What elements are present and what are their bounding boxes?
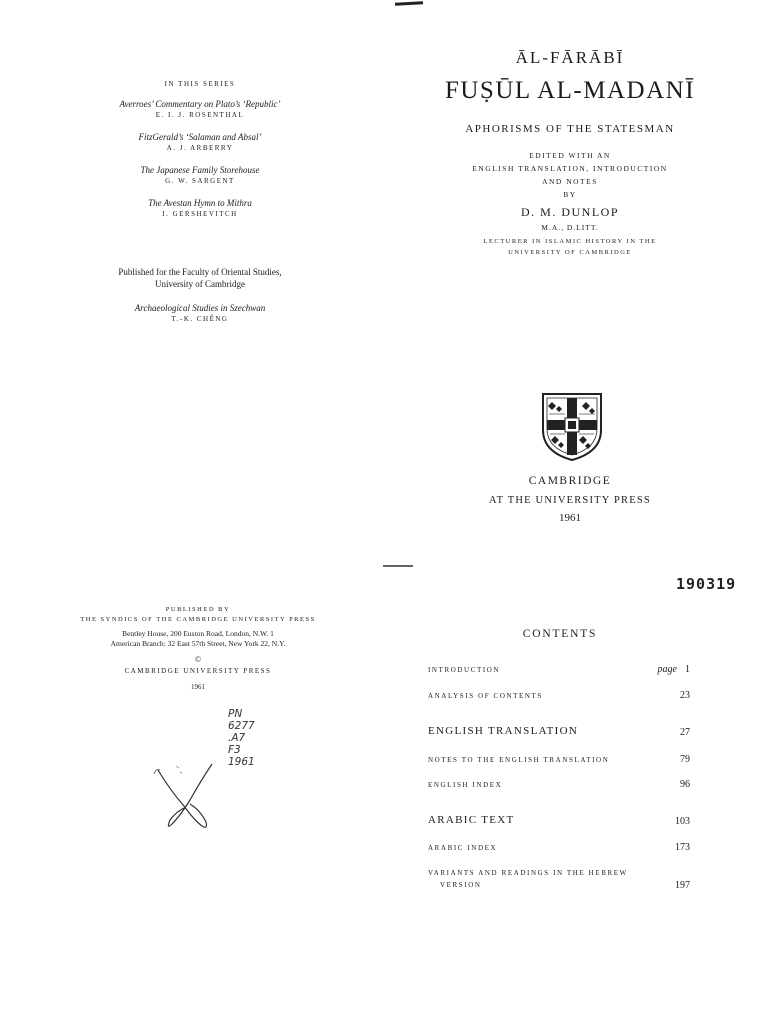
- edited-statement: [400, 149, 740, 201]
- edited-line: EDITED WITH AN: [529, 151, 611, 160]
- series-entry-author: E. I. J. ROSENTHAL: [155, 111, 245, 119]
- toc-item-page: [658, 664, 690, 675]
- publisher-address: [60, 629, 336, 649]
- toc-item-label: ENGLISH TRANSLATION: [428, 725, 579, 737]
- editor-position: [400, 236, 740, 258]
- toc-item-label: ANALYSIS OF CONTENTS: [428, 692, 543, 700]
- position-line: LECTURER IN ISLAMIC HISTORY IN THE: [483, 238, 657, 245]
- published-for-line: University of Cambridge: [155, 279, 245, 289]
- series-entry: [100, 164, 300, 187]
- toc-item-page: 197: [675, 880, 690, 891]
- edited-line: ENGLISH TRANSLATION, INTRODUCTION: [472, 164, 668, 173]
- toc-item[interactable]: [428, 690, 690, 704]
- call-number: [228, 708, 255, 768]
- series-entry-author: T.-K. CHÊNG: [171, 315, 229, 323]
- title-page: [400, 48, 740, 258]
- toc-item[interactable]: [428, 725, 690, 741]
- series-entry: [100, 98, 300, 121]
- toc-item-label: ARABIC TEXT: [428, 814, 515, 826]
- editor-name: D. M. DUNLOP: [520, 205, 619, 219]
- pencil-cross-mark-icon: [150, 760, 230, 832]
- call-number-line: F3: [228, 744, 241, 756]
- published-for-note: [100, 266, 300, 290]
- copyright-symbol: ©: [194, 655, 202, 664]
- toc-item[interactable]: [428, 814, 690, 830]
- copyright-year: 1961: [191, 683, 205, 691]
- imprint-press: AT THE UNIVERSITY PRESS: [489, 495, 651, 506]
- series-entry: [100, 131, 300, 154]
- series-list: [100, 80, 300, 230]
- editor-degrees: M.A., D.LITT.: [541, 223, 599, 232]
- toc-item-page: 79: [680, 754, 690, 765]
- toc-item-page: 103: [675, 816, 690, 827]
- toc-item-label: ENGLISH INDEX: [428, 781, 503, 789]
- address-line: American Branch: 32 East 57th Street, New York 22, N.Y.: [110, 639, 286, 648]
- toc-item[interactable]: [428, 867, 690, 895]
- toc-item[interactable]: [428, 664, 690, 678]
- copyright-block: [60, 605, 336, 691]
- edited-line: BY: [563, 190, 577, 199]
- toc-item-label: [428, 867, 658, 891]
- toc-item-page: 23: [680, 690, 690, 701]
- page-word: page: [657, 664, 677, 675]
- imprint-city: CAMBRIDGE: [528, 475, 612, 487]
- university-arms-crest-icon: [541, 392, 603, 462]
- series-header: IN THIS SERIES: [164, 80, 236, 88]
- series-entry-title: The Avestan Hymn to Mithra: [148, 198, 252, 208]
- toc-item[interactable]: [428, 754, 690, 768]
- series-entry-author: A. J. ARBERRY: [166, 144, 234, 152]
- toc-item-page: 96: [680, 779, 690, 790]
- edited-line: AND NOTES: [542, 177, 598, 186]
- toc-item-label: INTRODUCTION: [428, 666, 501, 674]
- imprint: [400, 475, 740, 524]
- series-extra-entry: [100, 302, 300, 325]
- scan-mark-middle: [383, 565, 413, 567]
- series-entry: [100, 197, 300, 220]
- published-for-line: Published for the Faculty of Oriental Studies,: [118, 267, 282, 277]
- book-author: ĀL-FĀRĀBĪ: [515, 48, 625, 67]
- book-title: FUṢŪL AL-MADANĪ: [444, 77, 696, 104]
- series-entry-author: I. GERSHEVITCH: [162, 210, 238, 218]
- series-entry-title: FitzGerald’s ‘Salaman and Absal’: [138, 132, 262, 142]
- call-number-line: 1961: [228, 756, 255, 768]
- copyright-holder: CAMBRIDGE UNIVERSITY PRESS: [124, 667, 272, 675]
- toc-item-label-line: VERSION: [440, 881, 482, 889]
- contents-title: CONTENTS: [522, 628, 598, 640]
- series-entry-title: The Japanese Family Storehouse: [140, 165, 260, 175]
- call-number-line: .A7: [228, 732, 246, 744]
- toc-page-number: 1: [685, 664, 690, 675]
- imprint-year: 1961: [559, 512, 581, 524]
- toc-item-label: NOTES TO THE ENGLISH TRANSLATION: [428, 756, 610, 764]
- call-number-line: 6277: [228, 720, 255, 732]
- toc-item[interactable]: [428, 779, 690, 793]
- series-entry-title: Archaeological Studies in Szechwan: [134, 303, 266, 313]
- toc-item[interactable]: [428, 842, 690, 856]
- position-line: UNIVERSITY OF CAMBRIDGE: [508, 249, 632, 256]
- series-entry-author: G. W. SARGENT: [165, 177, 235, 185]
- publisher-syndics: THE SYNDICS OF THE CAMBRIDGE UNIVERSITY PRESS: [80, 616, 316, 623]
- book-subtitle: APHORISMS OF THE STATESMAN: [465, 123, 675, 135]
- toc-item-label-line: VARIANTS AND READINGS IN THE HEBREW: [428, 869, 628, 877]
- accession-stamp: 190319: [676, 575, 737, 593]
- toc-item-page: 173: [675, 842, 690, 853]
- series-entry-title: Averroes’ Commentary on Plato’s ‘Republic’: [119, 99, 281, 109]
- scan-mark-top: [395, 1, 423, 5]
- toc-item-label: ARABIC INDEX: [428, 844, 498, 852]
- call-number-line: PN: [228, 708, 243, 720]
- address-line: Bentley House, 200 Euston Road, London, N.W. 1: [122, 629, 274, 638]
- published-by: PUBLISHED BY: [165, 606, 231, 613]
- toc-item-page: 27: [680, 727, 690, 738]
